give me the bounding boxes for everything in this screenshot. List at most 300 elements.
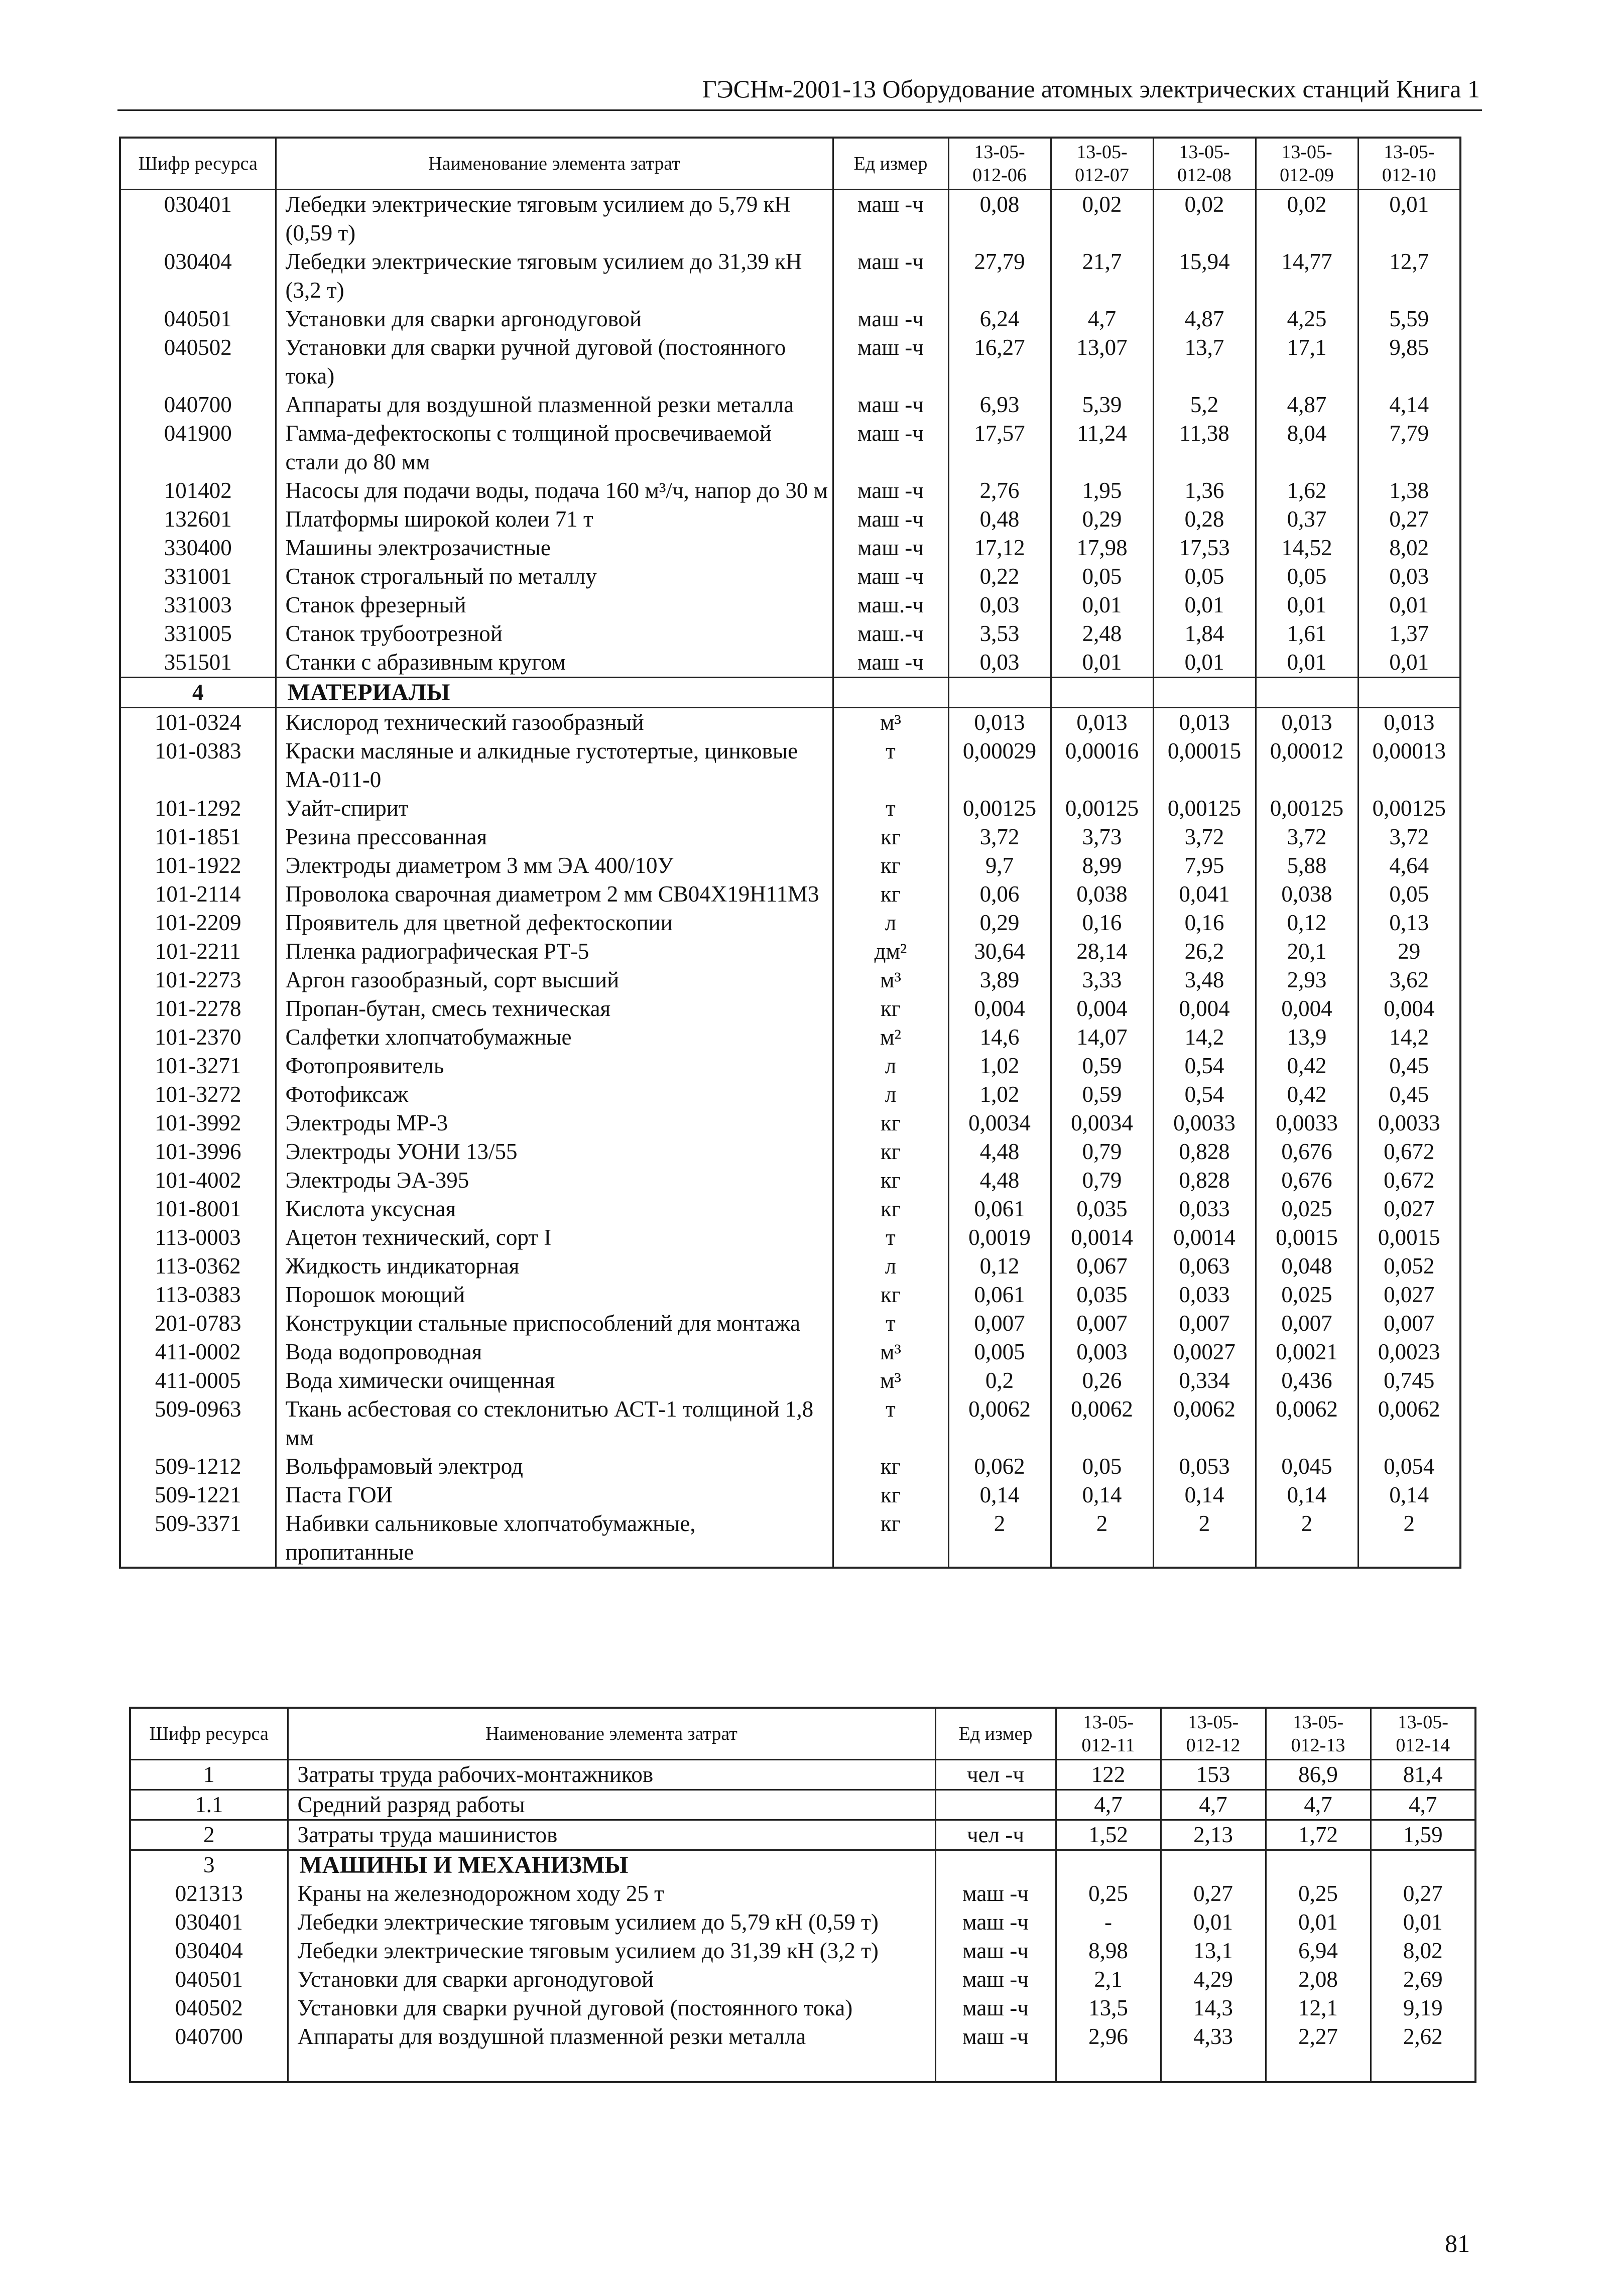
resource-code: 101-3271: [120, 1052, 276, 1080]
empty-cell: [1153, 678, 1256, 708]
table-row: [120, 505, 1460, 534]
resource-value: 0,79: [1051, 1137, 1153, 1166]
resource-value: 122: [1056, 1760, 1161, 1790]
resource-unit: кг: [833, 851, 948, 880]
column-header: 13-05- 012-10: [1358, 138, 1460, 190]
resource-name: Проявитель для цветной дефектоскопии: [276, 909, 833, 937]
resource-name: Пропан-бутан, смесь техническая: [276, 994, 833, 1023]
resource-value: 0,48: [948, 505, 1051, 534]
resource-value: 11,24: [1051, 419, 1153, 476]
resource-unit: [935, 1790, 1056, 1820]
table-row: [130, 1965, 1475, 1994]
resource-unit: маш -ч: [833, 305, 948, 333]
empty-cell: [1371, 2051, 1475, 2082]
resource-value: 2,93: [1256, 966, 1358, 994]
resource-unit: маш -ч: [935, 2022, 1056, 2051]
resource-value: 0,828: [1153, 1166, 1256, 1195]
resource-value: 7,95: [1153, 851, 1256, 880]
resource-unit: кг: [833, 1109, 948, 1137]
table-row: [120, 937, 1460, 966]
empty-cell: [1051, 678, 1153, 708]
resource-unit: маш -ч: [833, 333, 948, 391]
resource-value: 0,025: [1256, 1195, 1358, 1223]
resource-value: 1,72: [1266, 1820, 1371, 1850]
table-row: [120, 794, 1460, 823]
resource-value: 81,4: [1371, 1760, 1475, 1790]
column-header: 13-05- 012-11: [1056, 1708, 1161, 1760]
resource-value: 2,76: [948, 476, 1051, 505]
resource-code: 509-0963: [120, 1395, 276, 1452]
resource-value: 0,14: [1358, 1481, 1460, 1509]
resource-unit: т: [833, 1309, 948, 1338]
table-row: [120, 1452, 1460, 1481]
resource-value: 0,004: [1358, 994, 1460, 1023]
resource-value: 0,0033: [1153, 1109, 1256, 1137]
resource-value: 4,7: [1371, 1790, 1475, 1820]
resource-value: 0,00016: [1051, 737, 1153, 794]
resource-value: 0,02: [1153, 190, 1256, 248]
resource-value: 0,004: [1051, 994, 1153, 1023]
resource-value: 2,69: [1371, 1965, 1475, 1994]
resource-code: 2: [130, 1820, 288, 1850]
resource-value: 0,00125: [1358, 794, 1460, 823]
resource-value: 0,59: [1051, 1080, 1153, 1109]
resource-value: 1,61: [1256, 619, 1358, 648]
resource-value: 0,007: [1256, 1309, 1358, 1338]
page-header-title: ГЭСНм-2001-13 Оборудование атомных электрических станций Книга 1: [702, 75, 1480, 103]
resource-code: 101-3996: [120, 1137, 276, 1166]
resource-value: -: [1056, 1908, 1161, 1937]
resource-value: 13,07: [1051, 333, 1153, 391]
empty-cell: [935, 1850, 1056, 1880]
resource-value: 16,27: [948, 333, 1051, 391]
resource-code: 132601: [120, 505, 276, 534]
resource-value: 26,2: [1153, 937, 1256, 966]
resource-unit: м²: [833, 1023, 948, 1052]
resource-unit: маш.-ч: [833, 591, 948, 619]
resource-value: 0,0014: [1051, 1223, 1153, 1252]
resource-name: Электроды ЭА-395: [276, 1166, 833, 1195]
resource-value: 9,7: [948, 851, 1051, 880]
resource-value: 0,027: [1358, 1195, 1460, 1223]
resource-value: 0,027: [1358, 1281, 1460, 1309]
resource-code: 509-1221: [120, 1481, 276, 1509]
resource-code: 101-0324: [120, 708, 276, 737]
resource-value: 0,14: [948, 1481, 1051, 1509]
column-header: 13-05- 012-08: [1153, 138, 1256, 190]
resource-value: 0,0062: [1051, 1395, 1153, 1452]
table-row: [120, 708, 1460, 737]
table-row: [120, 1481, 1460, 1509]
resource-value: 17,98: [1051, 534, 1153, 562]
resource-name: Электроды УОНИ 13/55: [276, 1137, 833, 1166]
resource-value: 0,045: [1256, 1452, 1358, 1481]
resource-value: 86,9: [1266, 1760, 1371, 1790]
resource-value: 0,0019: [948, 1223, 1051, 1252]
resource-name: Электроды диаметром 3 мм ЭА 400/10У: [276, 851, 833, 880]
resource-value: 27,79: [948, 247, 1051, 305]
resource-value: 0,0034: [1051, 1109, 1153, 1137]
resource-value: 0,2: [948, 1366, 1051, 1395]
resource-value: 0,14: [1051, 1481, 1153, 1509]
resource-code: 101-2209: [120, 909, 276, 937]
empty-cell: [1056, 1850, 1161, 1880]
resource-value: 4,14: [1358, 391, 1460, 419]
resource-value: 8,02: [1358, 534, 1460, 562]
resource-value: 17,57: [948, 419, 1051, 476]
resource-code: 411-0005: [120, 1366, 276, 1395]
resource-value: 0,828: [1153, 1137, 1256, 1166]
resource-name: Аппараты для воздушной плазменной резки металла: [276, 391, 833, 419]
empty-cell: [1358, 678, 1460, 708]
resource-code: 101-2278: [120, 994, 276, 1023]
resource-name: Жидкость индикаторная: [276, 1252, 833, 1281]
resource-value: 4,7: [1266, 1790, 1371, 1820]
resource-name: Краски масляные и алкидные густотертые, цинковые МА-011-0: [276, 737, 833, 794]
resource-value: 0,035: [1051, 1281, 1153, 1309]
resource-code: 101-2211: [120, 937, 276, 966]
resource-value: 3,72: [948, 823, 1051, 851]
resource-value: 0,25: [1266, 1879, 1371, 1908]
resource-value: 7,79: [1358, 419, 1460, 476]
table-row: [120, 247, 1460, 305]
resource-name: Порошок моющий: [276, 1281, 833, 1309]
resource-value: 0,27: [1358, 505, 1460, 534]
resource-value: 0,745: [1358, 1366, 1460, 1395]
resource-value: 5,59: [1358, 305, 1460, 333]
resource-code: 351501: [120, 648, 276, 678]
resource-value: 17,53: [1153, 534, 1256, 562]
resource-value: 0,0034: [948, 1109, 1051, 1137]
resource-table-1: [119, 137, 1461, 1569]
resource-code: 201-0783: [120, 1309, 276, 1338]
resource-value: 1,59: [1371, 1820, 1475, 1850]
resource-value: 13,7: [1153, 333, 1256, 391]
resource-unit: м³: [833, 1366, 948, 1395]
table-row: [120, 823, 1460, 851]
resource-value: 0,59: [1051, 1052, 1153, 1080]
resource-value: 0,01: [1153, 648, 1256, 678]
resource-unit: т: [833, 737, 948, 794]
empty-cell: [1161, 2051, 1266, 2082]
resource-code: 113-0362: [120, 1252, 276, 1281]
column-header: Шифр ресурса: [130, 1708, 288, 1760]
resource-code: 331005: [120, 619, 276, 648]
resource-value: 30,64: [948, 937, 1051, 966]
resource-name: Вольфрамовый электрод: [276, 1452, 833, 1481]
resource-unit: маш -ч: [833, 190, 948, 248]
resource-unit: чел -ч: [935, 1820, 1056, 1850]
resource-value: 3,62: [1358, 966, 1460, 994]
resource-code: 030404: [130, 1937, 288, 1965]
column-header: 13-05- 012-07: [1051, 138, 1153, 190]
section-title: МАШИНЫ И МЕХАНИЗМЫ: [288, 1850, 935, 1880]
resource-value: 2,1: [1056, 1965, 1161, 1994]
resource-code: 1.1: [130, 1790, 288, 1820]
table-row: [120, 1080, 1460, 1109]
empty-cell: [833, 678, 948, 708]
resource-code: 101-4002: [120, 1166, 276, 1195]
table-row: [120, 737, 1460, 794]
resource-code: 040700: [120, 391, 276, 419]
resource-value: 14,6: [948, 1023, 1051, 1052]
table-row: [120, 391, 1460, 419]
resource-value: 0,038: [1051, 880, 1153, 909]
resource-value: 11,38: [1153, 419, 1256, 476]
column-header: 13-05- 012-09: [1256, 138, 1358, 190]
table-row: [130, 1760, 1475, 1790]
resource-value: 0,048: [1256, 1252, 1358, 1281]
resource-value: 0,00029: [948, 737, 1051, 794]
resource-value: 0,01: [1358, 648, 1460, 678]
resource-value: 0,29: [1051, 505, 1153, 534]
resource-value: 0,436: [1256, 1366, 1358, 1395]
column-header: 13-05- 012-06: [948, 138, 1051, 190]
table-row: [120, 333, 1460, 391]
resource-name: Станок трубоотрезной: [276, 619, 833, 648]
resource-value: 0,01: [1153, 591, 1256, 619]
resource-name: Электроды МР-3: [276, 1109, 833, 1137]
table-row: [120, 1166, 1460, 1195]
resource-value: 0,013: [1153, 708, 1256, 737]
section-header-row: [120, 678, 1460, 708]
resource-value: 0,0015: [1256, 1223, 1358, 1252]
resource-value: 9,19: [1371, 1994, 1475, 2022]
resource-code: 1: [130, 1760, 288, 1790]
resource-name: Гамма-дефектоскопы с толщиной просвечиваемой стали до 80 мм: [276, 419, 833, 476]
resource-value: 4,87: [1256, 391, 1358, 419]
resource-value: 0,01: [1371, 1908, 1475, 1937]
resource-value: 4,29: [1161, 1965, 1266, 1994]
table-row: [120, 1366, 1460, 1395]
table-row: [120, 190, 1460, 248]
resource-value: 0,00015: [1153, 737, 1256, 794]
resource-value: 4,87: [1153, 305, 1256, 333]
resource-value: 0,067: [1051, 1252, 1153, 1281]
resource-value: 0,01: [1266, 1908, 1371, 1937]
resource-value: 4,48: [948, 1137, 1051, 1166]
resource-value: 0,053: [1153, 1452, 1256, 1481]
resource-value: 29: [1358, 937, 1460, 966]
resource-unit: маш -ч: [935, 1908, 1056, 1937]
resource-name: Установки для сварки аргонодуговой: [276, 305, 833, 333]
resource-value: 0,13: [1358, 909, 1460, 937]
resource-value: 0,041: [1153, 880, 1256, 909]
resource-value: 0,29: [948, 909, 1051, 937]
resource-value: 3,48: [1153, 966, 1256, 994]
resource-value: 0,42: [1256, 1080, 1358, 1109]
resource-value: 0,01: [1256, 591, 1358, 619]
section-header-row: [130, 1850, 1475, 1880]
resource-unit: кг: [833, 994, 948, 1023]
table-row: [120, 1195, 1460, 1223]
resource-value: 0,025: [1256, 1281, 1358, 1309]
table-row: [120, 851, 1460, 880]
table-row: [130, 1820, 1475, 1850]
empty-cell: [288, 2051, 935, 2082]
resource-value: 0,16: [1153, 909, 1256, 937]
resource-name: Затраты труда рабочих-монтажников: [288, 1760, 935, 1790]
table-row: [120, 966, 1460, 994]
resource-value: 2: [948, 1509, 1051, 1568]
resource-value: 3,33: [1051, 966, 1153, 994]
resource-unit: дм²: [833, 937, 948, 966]
resource-value: 8,99: [1051, 851, 1153, 880]
column-header: Ед измер: [935, 1708, 1056, 1760]
resource-table-2: [129, 1707, 1476, 2083]
empty-cell: [1266, 1850, 1371, 1880]
resource-value: 0,0062: [1153, 1395, 1256, 1452]
resource-unit: маш -ч: [833, 505, 948, 534]
resource-value: 0,27: [1161, 1879, 1266, 1908]
resource-name: Салфетки хлопчатобумажные: [276, 1023, 833, 1052]
resource-name: Кислород технический газообразный: [276, 708, 833, 737]
resource-value: 14,77: [1256, 247, 1358, 305]
resource-value: 4,64: [1358, 851, 1460, 880]
resource-name: Насосы для подачи воды, подача 160 м³/ч, напор до 30 м: [276, 476, 833, 505]
resource-name: Фотофиксаж: [276, 1080, 833, 1109]
resource-value: 1,38: [1358, 476, 1460, 505]
resource-name: Лебедки электрические тяговым усилием до 31,39 кН (3,2 т): [288, 1937, 935, 1965]
resource-value: 0,05: [1051, 1452, 1153, 1481]
resource-value: 4,25: [1256, 305, 1358, 333]
resource-code: 509-1212: [120, 1452, 276, 1481]
resource-code: 101402: [120, 476, 276, 505]
resource-value: 0,05: [1358, 880, 1460, 909]
resource-name: Паста ГОИ: [276, 1481, 833, 1509]
table-row: [120, 1023, 1460, 1052]
resource-value: 0,061: [948, 1195, 1051, 1223]
table-row: [130, 1879, 1475, 1908]
table-row: [120, 909, 1460, 937]
resource-value: 1,95: [1051, 476, 1153, 505]
resource-value: 0,063: [1153, 1252, 1256, 1281]
resource-value: 1,02: [948, 1052, 1051, 1080]
table-row: [120, 1281, 1460, 1309]
resource-value: 1,02: [948, 1080, 1051, 1109]
resource-unit: чел -ч: [935, 1760, 1056, 1790]
resource-unit: маш -ч: [935, 1965, 1056, 1994]
resource-unit: кг: [833, 1281, 948, 1309]
resource-value: 0,676: [1256, 1137, 1358, 1166]
resource-value: 6,93: [948, 391, 1051, 419]
empty-cell: [1371, 1850, 1475, 1880]
column-header: Наименование элемента затрат: [288, 1708, 935, 1760]
resource-name: Фотопроявитель: [276, 1052, 833, 1080]
resource-value: 2,48: [1051, 619, 1153, 648]
resource-name: Краны на железнодорожном ходу 25 т: [288, 1879, 935, 1908]
resource-value: 14,52: [1256, 534, 1358, 562]
table-row: [120, 1338, 1460, 1366]
resource-name: Лебедки электрические тяговым усилием до 5,79 кН (0,59 т): [276, 190, 833, 248]
resource-value: 1,52: [1056, 1820, 1161, 1850]
page-number: 81: [1445, 2229, 1470, 2257]
resource-value: 2,96: [1056, 2022, 1161, 2051]
resource-unit: кг: [833, 880, 948, 909]
resource-name: Лебедки электрические тяговым усилием до 5,79 кН (0,59 т): [288, 1908, 935, 1937]
resource-value: 17,1: [1256, 333, 1358, 391]
table-row: [120, 880, 1460, 909]
resource-value: 0,035: [1051, 1195, 1153, 1223]
resource-value: 0,45: [1358, 1080, 1460, 1109]
resource-value: 0,54: [1153, 1080, 1256, 1109]
resource-code: 101-2273: [120, 966, 276, 994]
resource-unit: маш -ч: [833, 419, 948, 476]
resource-code: 101-3272: [120, 1080, 276, 1109]
resource-value: 3,72: [1153, 823, 1256, 851]
resource-value: 0,038: [1256, 880, 1358, 909]
resource-value: 0,00125: [1153, 794, 1256, 823]
column-header: 13-05- 012-12: [1161, 1708, 1266, 1760]
table-row: [120, 994, 1460, 1023]
resource-unit: кг: [833, 1481, 948, 1509]
resource-name: Средний разряд работы: [288, 1790, 935, 1820]
resource-name: Аппараты для воздушной плазменной резки металла: [288, 2022, 935, 2051]
table-row: [130, 1994, 1475, 2022]
resource-code: 021313: [130, 1879, 288, 1908]
resource-value: 0,062: [948, 1452, 1051, 1481]
empty-cell: [1056, 2051, 1161, 2082]
resource-code: 331001: [120, 562, 276, 591]
resource-value: 3,73: [1051, 823, 1153, 851]
resource-name: Резина прессованная: [276, 823, 833, 851]
resource-value: 0,01: [1051, 591, 1153, 619]
resource-value: 14,3: [1161, 1994, 1266, 2022]
resource-value: 8,98: [1056, 1937, 1161, 1965]
resource-value: 0,004: [948, 994, 1051, 1023]
resource-value: 3,72: [1358, 823, 1460, 851]
section-code: 3: [130, 1850, 288, 1880]
resource-value: 2,27: [1266, 2022, 1371, 2051]
resource-value: 0,004: [1256, 994, 1358, 1023]
resource-value: 9,85: [1358, 333, 1460, 391]
resource-name: Аргон газообразный, сорт высший: [276, 966, 833, 994]
resource-value: 0,79: [1051, 1166, 1153, 1195]
resource-unit: м³: [833, 708, 948, 737]
section-code: 4: [120, 678, 276, 708]
resource-value: 0,00013: [1358, 737, 1460, 794]
resource-value: 0,01: [1358, 591, 1460, 619]
table-row-spacer: [130, 2051, 1475, 2082]
resource-unit: кг: [833, 1452, 948, 1481]
resource-code: 101-2370: [120, 1023, 276, 1052]
resource-name: Станок фрезерный: [276, 591, 833, 619]
resource-unit: м³: [833, 1338, 948, 1366]
resource-value: 0,0062: [1256, 1395, 1358, 1452]
resource-value: 0,06: [948, 880, 1051, 909]
resource-value: 5,39: [1051, 391, 1153, 419]
empty-cell: [948, 678, 1051, 708]
resource-value: 0,01: [1161, 1908, 1266, 1937]
resource-value: 13,5: [1056, 1994, 1161, 2022]
resource-unit: л: [833, 909, 948, 937]
resource-value: 0,00125: [1051, 794, 1153, 823]
resource-unit: л: [833, 1052, 948, 1080]
resource-value: 0,033: [1153, 1195, 1256, 1223]
resource-code: 101-1292: [120, 794, 276, 823]
table-row: [120, 562, 1460, 591]
section-title: МАТЕРИАЛЫ: [276, 678, 833, 708]
resource-value: 0,061: [948, 1281, 1051, 1309]
resource-value: 5,88: [1256, 851, 1358, 880]
resource-value: 4,48: [948, 1166, 1051, 1195]
resource-unit: маш -ч: [833, 476, 948, 505]
empty-cell: [1266, 2051, 1371, 2082]
resource-value: 1,37: [1358, 619, 1460, 648]
resource-name: Набивки сальниковые хлопчатобумажные, пропитанные: [276, 1509, 833, 1568]
resource-code: 040502: [120, 333, 276, 391]
resource-value: 0,22: [948, 562, 1051, 591]
